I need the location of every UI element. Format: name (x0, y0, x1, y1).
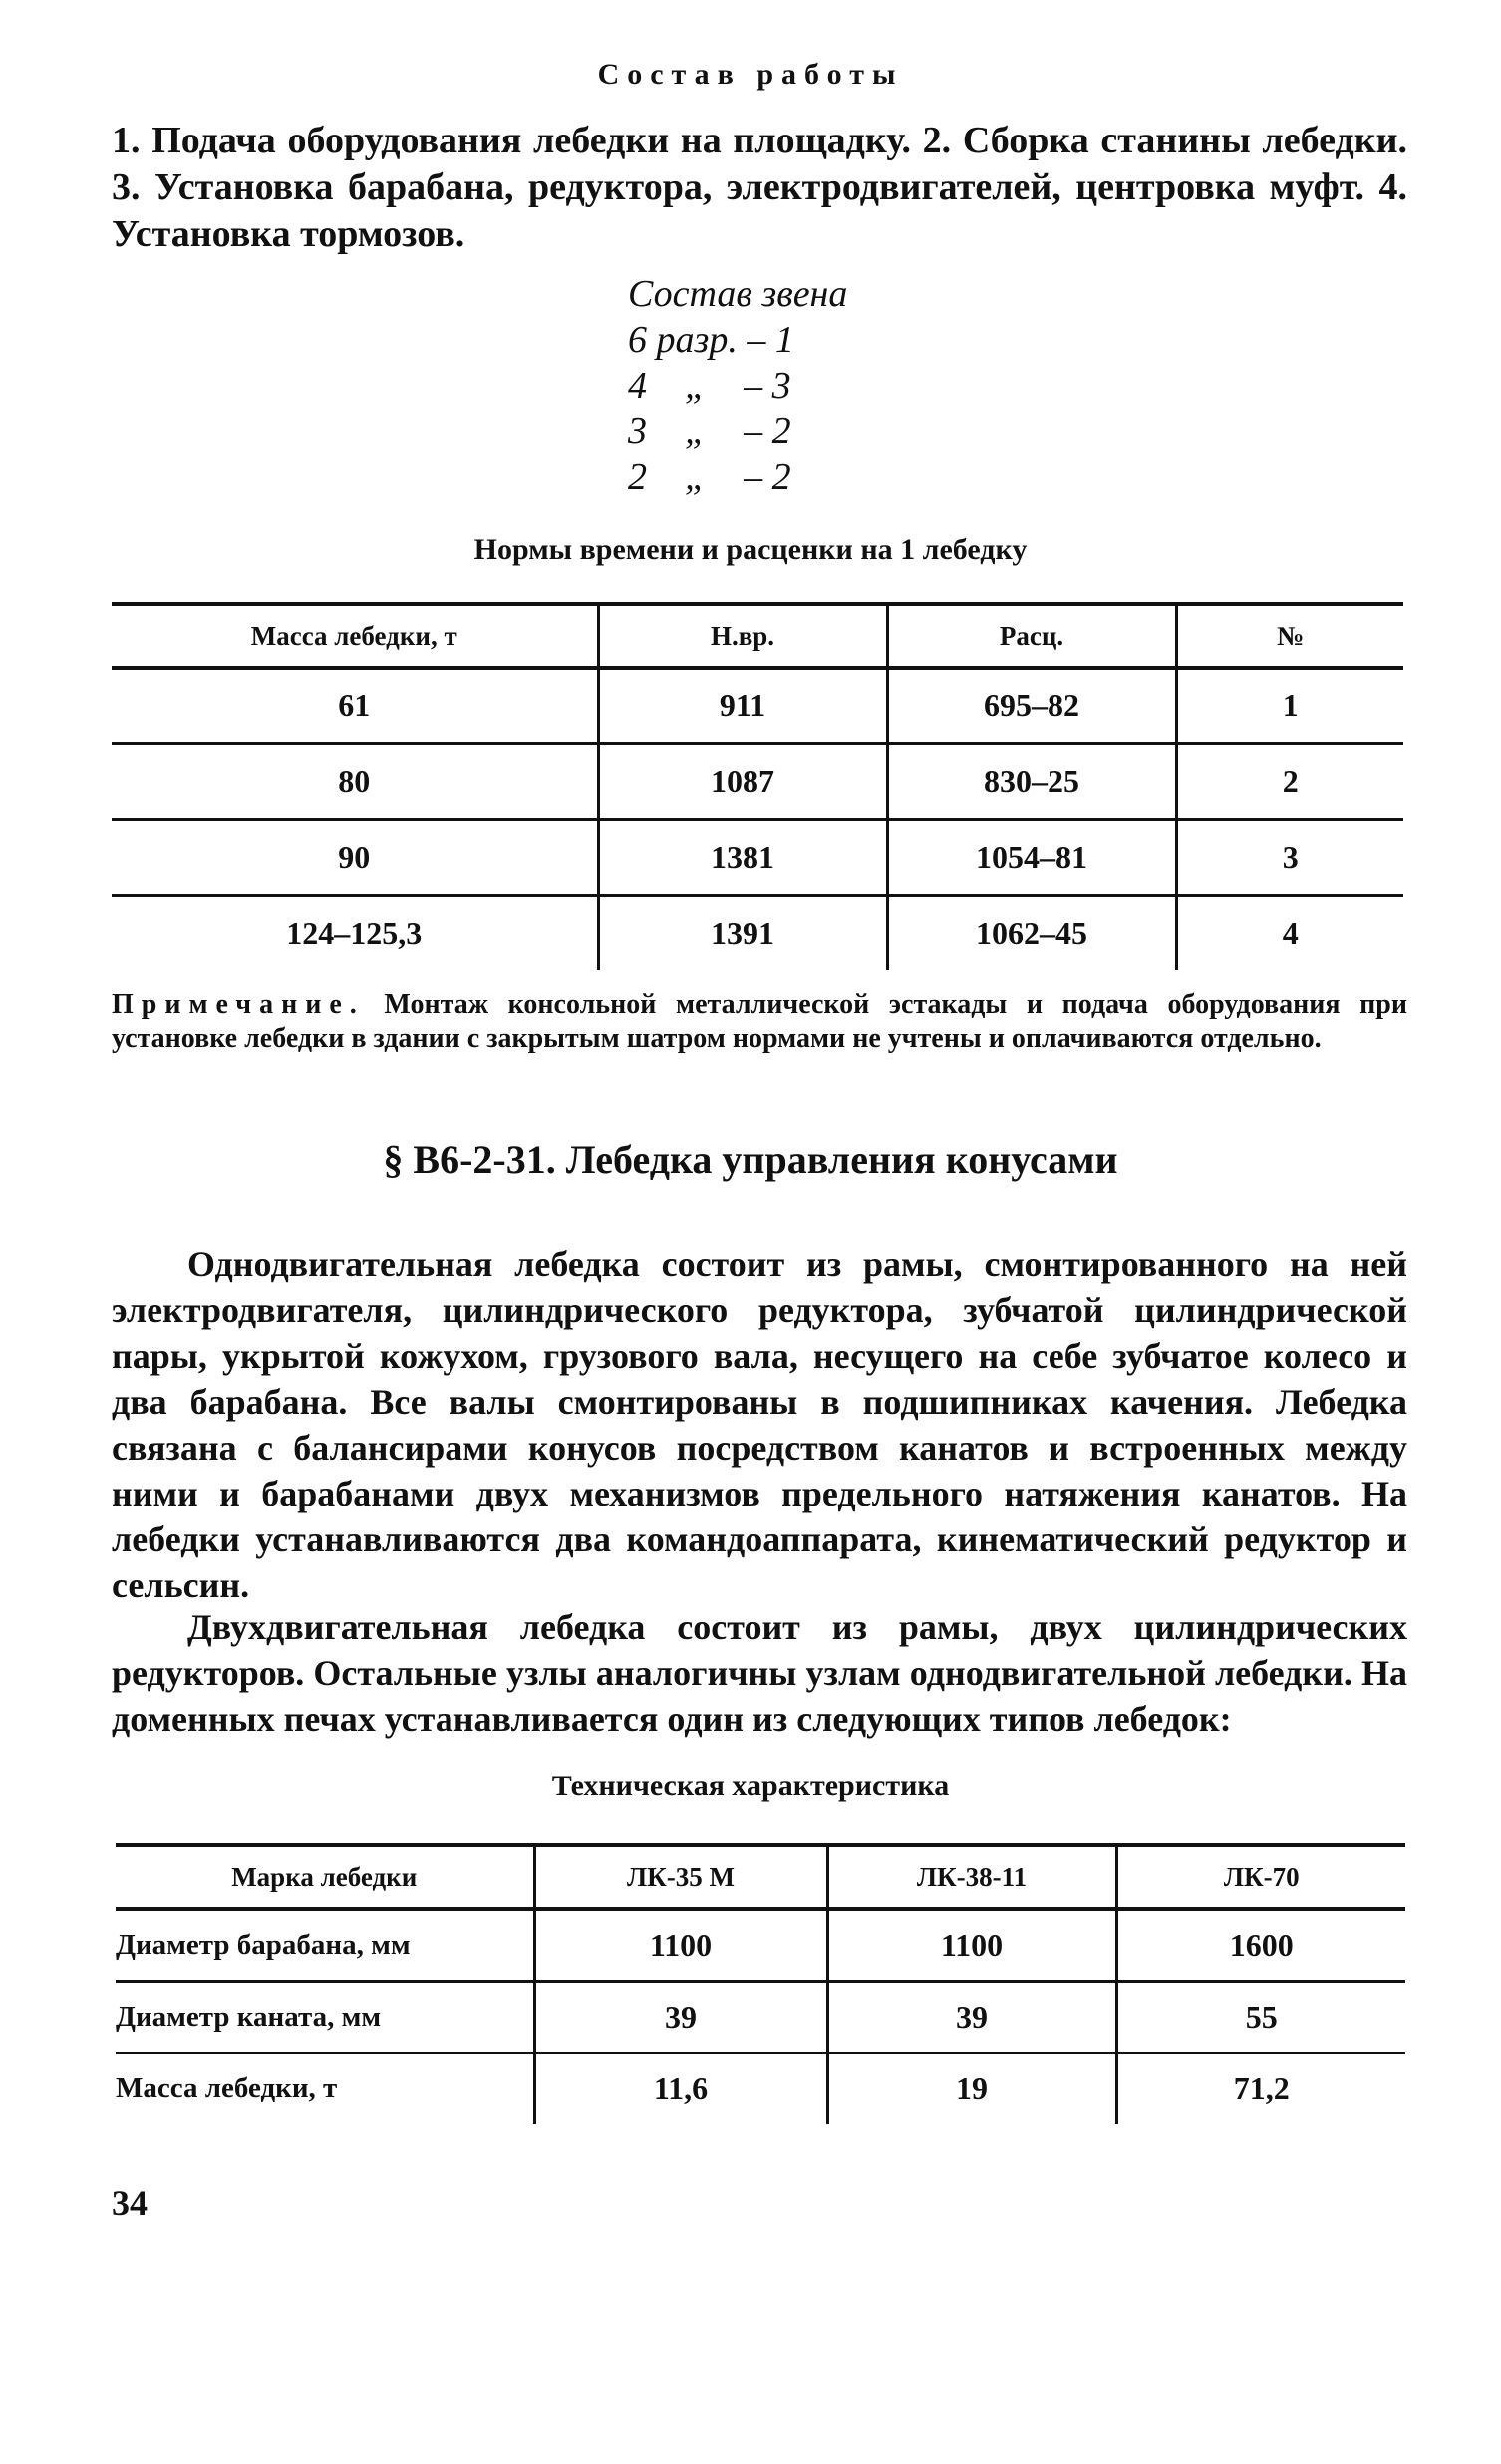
table-cell: 1100 (534, 1909, 827, 1981)
table-cell: 1381 (598, 819, 887, 895)
table-cell: 2 (1176, 743, 1403, 819)
table-cell: 1100 (827, 1909, 1116, 1981)
table-cell: 1062–45 (887, 895, 1176, 970)
table-row (112, 743, 1403, 819)
table-cell: 1054–81 (887, 819, 1176, 895)
table-row (116, 2053, 1405, 2124)
table-cell: 55 (1116, 1981, 1405, 2053)
table-cell: 19 (827, 2053, 1116, 2124)
crew-line: 2 „ – 2 (628, 456, 791, 498)
row-label: Диаметр каната, мм (116, 2000, 382, 2033)
crew-line: 6 разр. – 1 (628, 319, 794, 361)
work-composition-text: 1. Подача оборудования лебедки на площадку. 2. Сборка станины лебедки. 3. Установка барабана, редуктора, электродвигателей, центровка муфт. 4. Установка тормозов. (112, 120, 1407, 255)
table-cell: 1600 (1116, 1909, 1405, 1981)
tech-table-title: Техническая характеристика (551, 1770, 950, 1802)
table-cell: 11,6 (534, 2053, 827, 2124)
page-number: 34 (112, 2183, 148, 2223)
table-cell: 1391 (598, 895, 887, 970)
table-cell: 80 (338, 762, 371, 799)
norms-table (112, 602, 1403, 970)
table-cell: 3 (1176, 819, 1403, 895)
table-header-row (112, 604, 1403, 668)
crew-line: 3 „ – 2 (628, 411, 791, 452)
section-heading: § В6-2-31. Лебедка управления конусами (383, 1137, 1118, 1182)
table-header-row (116, 1845, 1405, 1909)
note (112, 988, 1407, 1056)
work-composition-heading: Состав работы (597, 58, 904, 91)
column-header: ЛК-70 (1116, 1845, 1405, 1909)
table-row (116, 1981, 1405, 2053)
column-header: Н.вр. (598, 604, 887, 668)
table-row (112, 668, 1403, 743)
table-cell: 911 (598, 668, 887, 743)
column-header: ЛК-35 М (534, 1845, 827, 1909)
table-cell: 830–25 (887, 743, 1176, 819)
crew-line: 4 „ – 3 (628, 365, 791, 407)
norms-table-title: Нормы времени и расценки на 1 лебедку (473, 533, 1028, 566)
table-cell: 90 (338, 838, 371, 875)
column-header: ЛК-38-11 (827, 1845, 1116, 1909)
table-cell: 39 (827, 1981, 1116, 2053)
table-cell: 124–125,3 (286, 915, 423, 952)
table-cell: 4 (1176, 895, 1403, 970)
paragraph: Однодвигательная лебедка состоит из рамы, смонтированного на ней электродвигателя, цилиндрического редуктора, зубчатой цилиндрической пары, укрытой кожухом, грузового вала, несущего на себе зубчатое колесо и два барабана. Все валы смонтированы в подшипниках качения. Лебедка связана с балансирами конусов посредством канатов и встроенных между ними и барабанами двух механизмов предельного натяжения канатов. На лебедки устанавливаются два командоаппарата, кинематический редуктор и сельсин. (112, 1244, 1407, 1605)
table-cell: 1087 (598, 743, 887, 819)
tech-specs-table (116, 1843, 1405, 2124)
table-cell: 39 (534, 1981, 827, 2053)
note-label: Примечание. (112, 989, 365, 1020)
crew-composition (628, 271, 927, 500)
note-text: Монтаж консольной металлической эстакады и подача оборудования при установке лебедки в здании с закрытым шатром нормами не учтены и оплачиваются отдельно. (112, 989, 1408, 1054)
table-cell: 71,2 (1116, 2053, 1405, 2124)
column-header: Марка лебедки (231, 1861, 418, 1892)
table-cell: 61 (338, 686, 371, 723)
table-cell: 1 (1176, 668, 1403, 743)
row-label: Диаметр барабана, мм (116, 1928, 411, 1961)
table-cell: 695–82 (887, 668, 1176, 743)
crew-title: Состав звена (628, 273, 848, 315)
table-row (116, 1909, 1405, 1981)
table-row (112, 895, 1403, 970)
column-header: Масса лебедки, т (250, 620, 457, 651)
column-header: Расц. (887, 604, 1176, 668)
paragraph: Двухдвигательная лебедка состоит из рамы, двух цилиндрических редукторов. Остальные узлы аналогичны узлам однодвигательной лебедки. На доменных печах устанавливается один из следующих типов лебедок: (112, 1607, 1407, 1739)
table-row (112, 819, 1403, 895)
column-header: № (1176, 604, 1403, 668)
row-label: Масса лебедки, т (116, 2072, 338, 2105)
